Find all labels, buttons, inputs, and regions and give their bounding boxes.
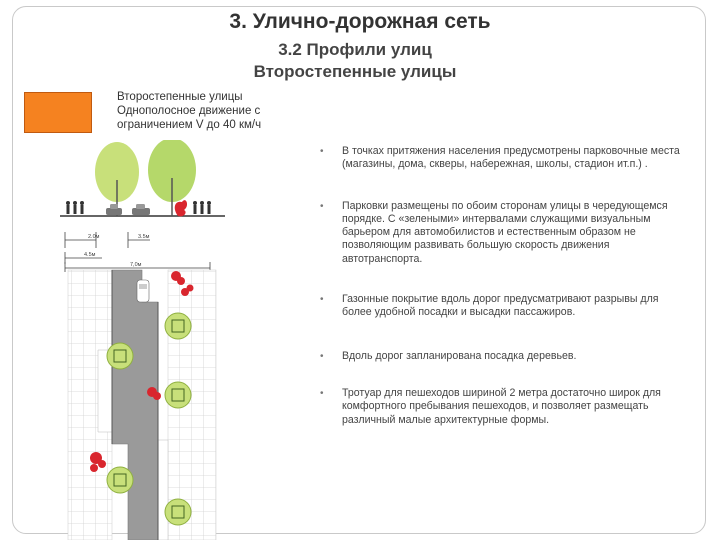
bullet-text: Тротуар для пешеходов шириной 2 метра достаточно широк для комфортного пребывания пешеходов, и позволяет размещать различный малые архитектурные формы. xyxy=(342,386,661,426)
list-item xyxy=(318,200,690,266)
tree-icon xyxy=(165,382,191,408)
dim-label: 4.5м xyxy=(84,252,96,258)
pedestrian-icon xyxy=(66,201,84,214)
legend-text xyxy=(117,90,261,132)
car-icon xyxy=(137,280,149,302)
legend-line: ограничением V до 40 км/ч xyxy=(117,119,262,131)
plan-view xyxy=(68,270,216,540)
dim-label: 2.0м xyxy=(88,234,100,240)
street-profile-drawing xyxy=(60,140,260,540)
cross-section xyxy=(60,140,225,216)
bullet-text: Газонные покрытие вдоль дорог предусматривают разрывы для более удобной посадки и высадки пассажиров. xyxy=(342,293,659,319)
list-item xyxy=(318,145,690,172)
list-item xyxy=(318,387,690,427)
tree-icon xyxy=(148,140,196,216)
legend-line: Второстепенные улицы xyxy=(117,91,243,103)
parking-right xyxy=(158,440,168,540)
page-subtitle: 3.2 Профили улиц xyxy=(278,40,432,59)
bullet-text: Парковки размещены по обоим сторонам улицы в чередующемся порядке. С «зелеными» интервалами служащими визуальным барьером для автомобилистов и естественным образом не позволяющим развивать большую скорость движения автотранспорта. xyxy=(342,199,668,265)
bullet-text: В точках притяжения населения предусмотрены парковочные места (магазины, дома, скверы, набережная, школы, стадион ит.п.) . xyxy=(342,145,680,171)
list-item xyxy=(318,350,690,363)
section-title: Второстепенные улицы xyxy=(253,62,457,81)
bullet-icon: • xyxy=(320,146,324,157)
bullet-text: Вдоль дорог запланирована посадка деревьев. xyxy=(342,349,577,362)
dim-label: 3.5м xyxy=(138,234,150,240)
bullet-icon: • xyxy=(320,387,324,399)
page-title: 3. Улично-дорожная сеть xyxy=(229,10,491,33)
tree-icon xyxy=(107,343,133,369)
legend-swatch xyxy=(24,92,92,133)
car-icon xyxy=(132,204,150,215)
dim-label: 7,0м xyxy=(130,262,142,268)
pedestrian-icon xyxy=(193,201,211,214)
bullet-icon: • xyxy=(320,294,324,306)
roadway xyxy=(112,270,158,540)
tree-icon xyxy=(165,499,191,525)
tree-icon xyxy=(165,313,191,339)
car-icon xyxy=(106,204,122,215)
list-item xyxy=(318,293,690,320)
tree-icon xyxy=(107,467,133,493)
legend-line: Однополосное движение с xyxy=(117,105,261,117)
bullet-list xyxy=(318,145,690,427)
bullet-icon: • xyxy=(320,350,324,362)
flower-icon xyxy=(175,200,187,216)
bullet-icon: • xyxy=(320,200,324,212)
